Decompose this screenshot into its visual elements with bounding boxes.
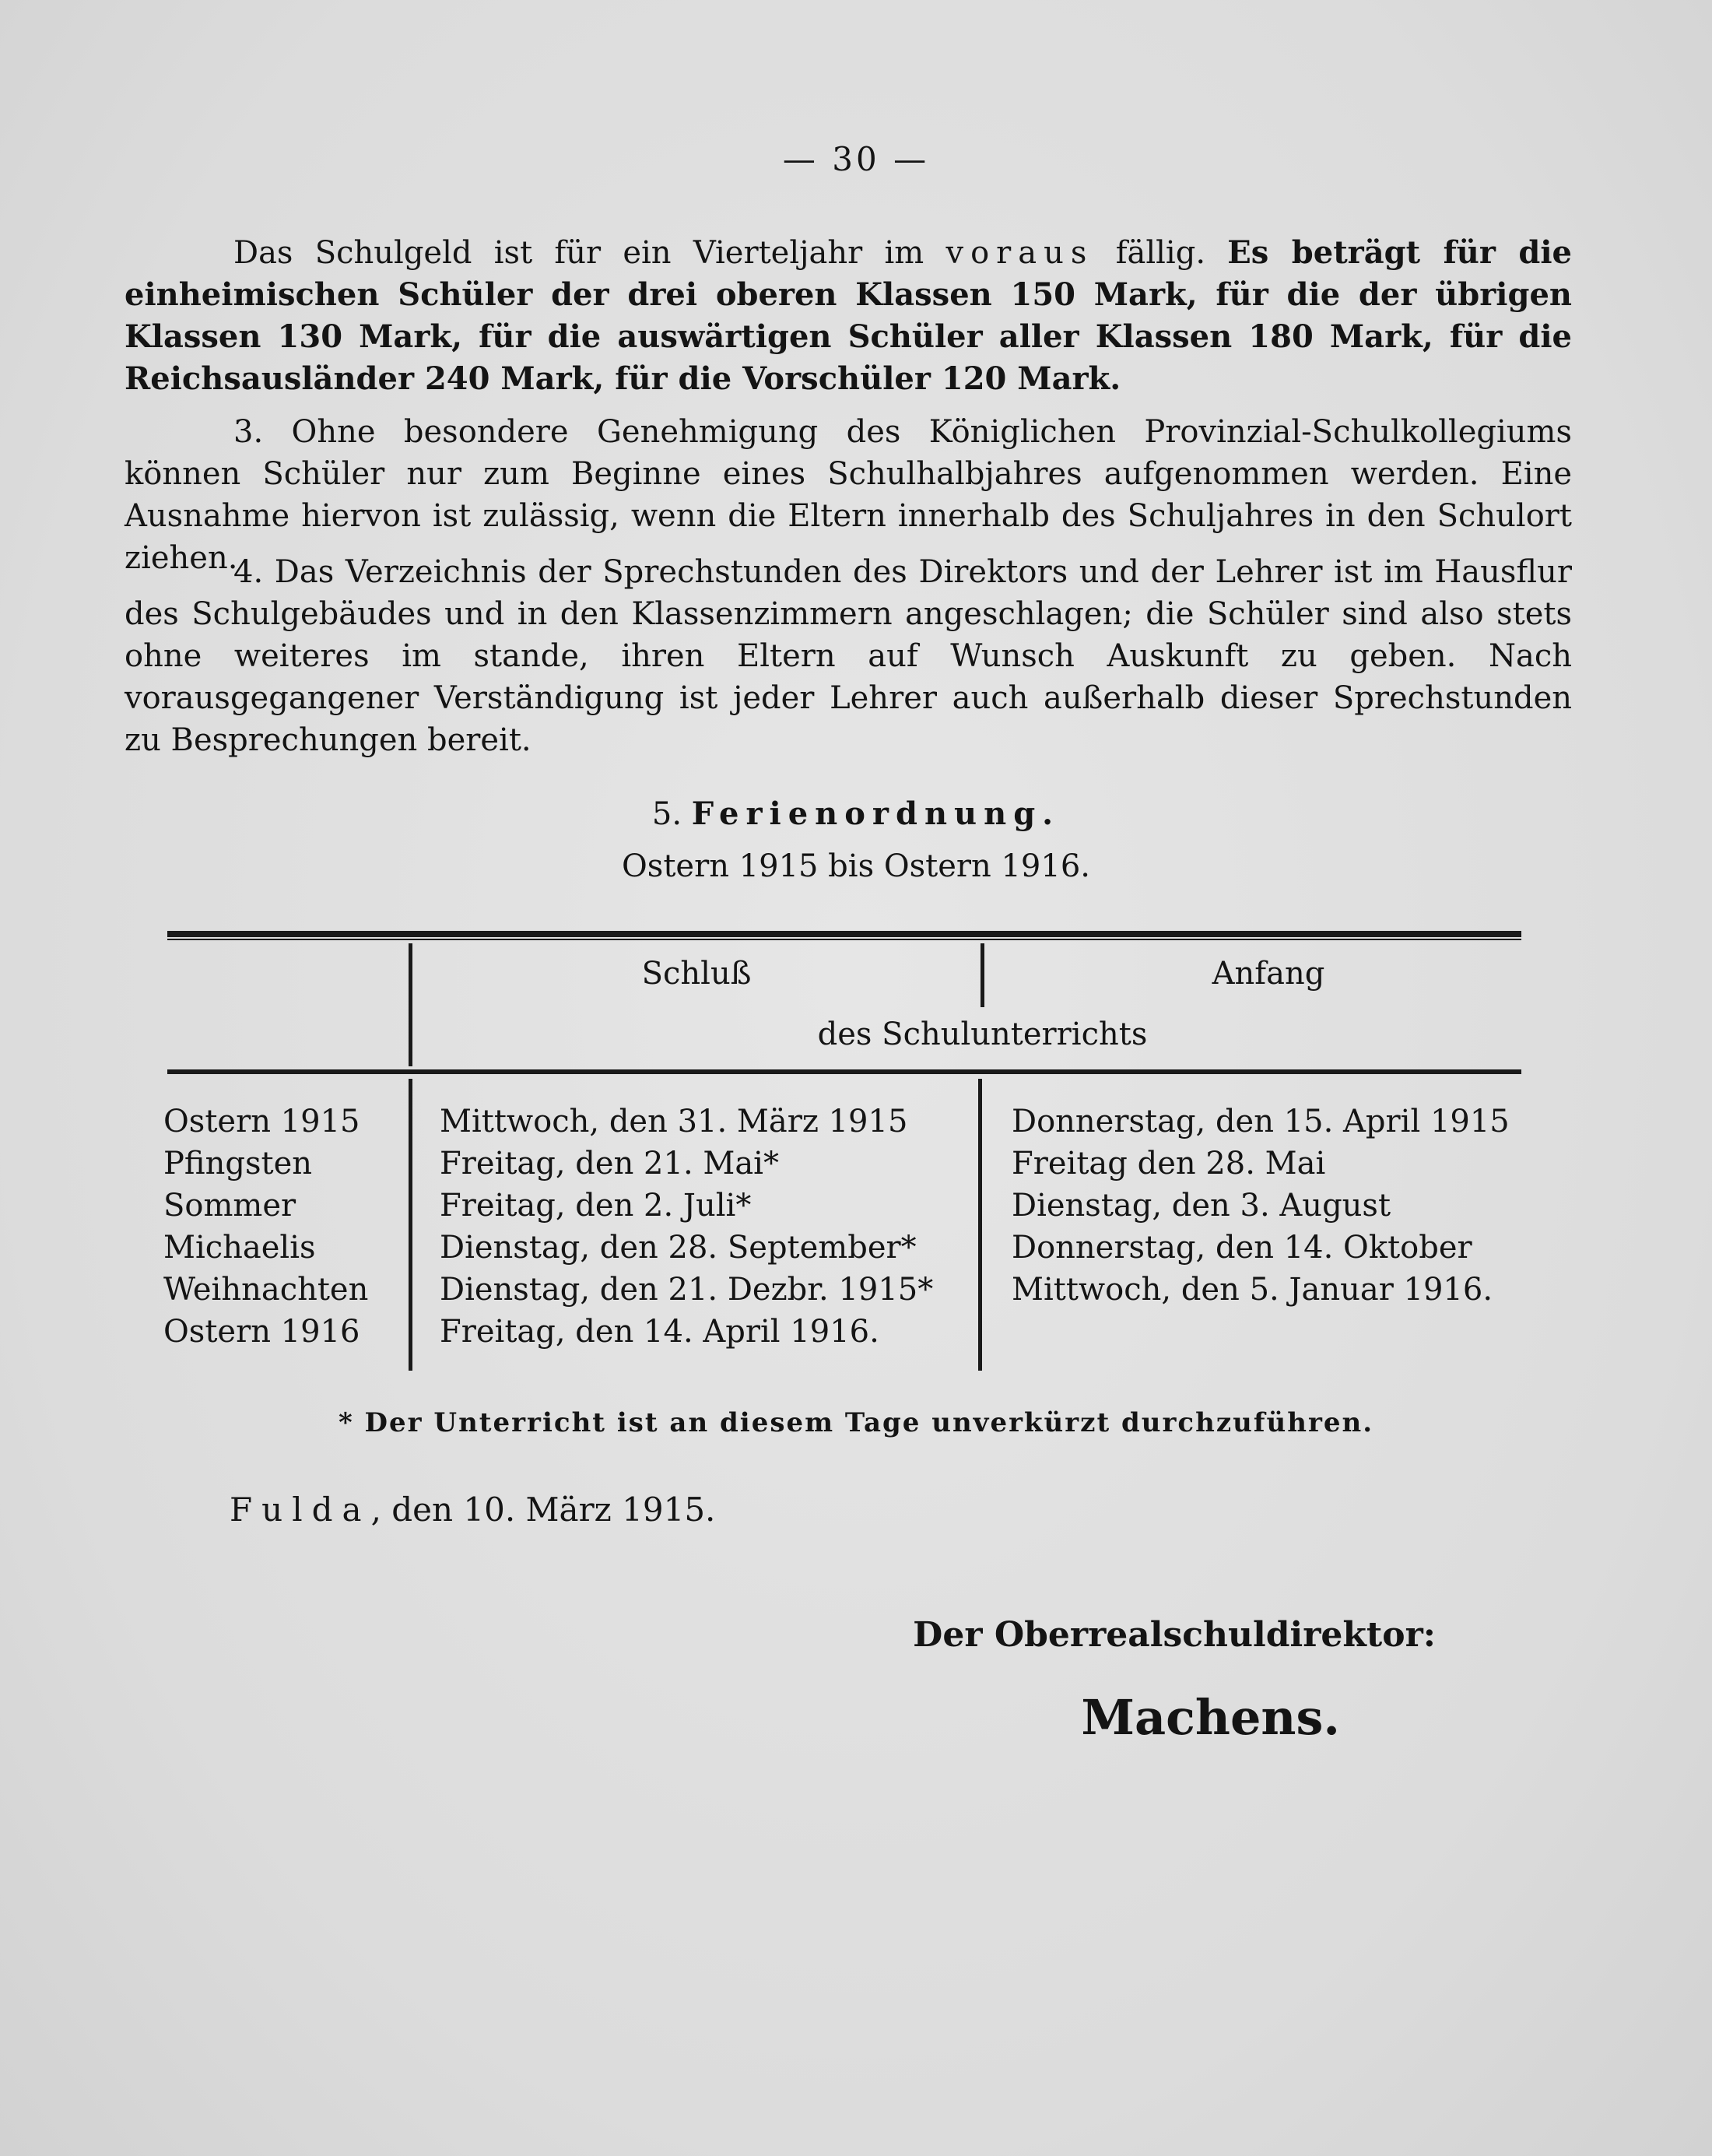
table-divider-mid — [978, 1079, 982, 1371]
table-cell-holiday: Sommer — [163, 1188, 296, 1224]
office-hours-text: 4. Das Verzeichnis der Sprechstunden des Direktors und der Lehrer ist im Hausflur des Schulgebäudes und in den Klassenzimmern angeschlagen; die Schüler sind also stets ohne weiteres im stande, ihren Eltern auf Wunsch Auskunft zu geben. Nach vorausgegangener Verständigung ist jeder Lehrer auch außerhalb dieser Sprechstunden zu Besprechungen bereit. — [125, 554, 1572, 758]
signer-name: Machens. — [1081, 1689, 1340, 1746]
fee-amounts-text: Es beträgt für die einheimischen Schüler der drei oberen Klassen 150 Mark, für die der übrigen Klassen 130 Mark, für die auswärtigen Schüler aller Klassen 180 Mark, für die Reichsausländer 240 Mark, für die Vorschüler 120 Mark. — [125, 234, 1573, 397]
fee-paragraph — [125, 232, 1572, 400]
table-cell-close: Freitag, den 2. Juli* — [440, 1188, 752, 1224]
page-number: — 30 — — [782, 140, 930, 178]
section-title: Ferienordnung. — [691, 795, 1061, 832]
start-column — [1012, 1101, 1510, 1311]
table-header-rule — [167, 1069, 1521, 1074]
holiday-column — [163, 1101, 368, 1353]
table-divider-left — [409, 1079, 412, 1371]
table-cell-holiday: Ostern 1915 — [163, 1104, 360, 1139]
place: Fulda — [230, 1491, 371, 1529]
table-cell-start: Dienstag, den 3. August — [1012, 1188, 1391, 1224]
table-cell-holiday: Michaelis — [163, 1230, 316, 1266]
section-subtitle: Ostern 1915 bis Ostern 1916. — [622, 848, 1090, 884]
admission-text: 3. Ohne besondere Genehmigung des Königlichen Provinzial-Schulkollegiums können Schüler nur zum Beginne eines Schulhalbjahres aufgenommen werden. Eine Ausnahme hiervon ist zulässig, wenn die Eltern innerhalb des Schuljahres in den Schulort ziehen. — [125, 414, 1572, 576]
table-top-rule — [167, 931, 1521, 937]
table-top-rule-thin — [167, 939, 1521, 940]
header-start: Anfang — [1212, 956, 1325, 992]
table-cell-close: Freitag, den 21. Mai* — [440, 1146, 779, 1182]
section-number: 5. — [651, 796, 682, 832]
office-hours-paragraph — [125, 551, 1572, 761]
table-cell-start: Donnerstag, den 14. Oktober — [1012, 1230, 1472, 1266]
table-cell-start: Freitag den 28. Mai — [1012, 1146, 1326, 1182]
date: , den 10. März 1915. — [370, 1491, 716, 1529]
table-cell-close: Freitag, den 14. April 1916. — [440, 1314, 879, 1350]
header-close: Schluß — [641, 956, 752, 992]
table-cell-start: Mittwoch, den 5. Januar 1916. — [1012, 1272, 1493, 1308]
fee-text-2: fällig. — [1093, 235, 1228, 271]
table-cell-holiday: Ostern 1916 — [163, 1314, 360, 1350]
table-cell-holiday: Pfingsten — [163, 1146, 312, 1182]
table-cell-holiday: Weihnachten — [163, 1272, 369, 1308]
fee-text-voraus: voraus — [945, 235, 1094, 271]
header-common: des Schulunterrichts — [817, 1017, 1148, 1052]
place-date — [230, 1491, 715, 1529]
fee-text-1: Das Schulgeld ist für ein Vierteljahr im — [233, 235, 946, 271]
section-heading — [0, 795, 1712, 832]
close-column — [440, 1101, 933, 1353]
table-cell-close: Mittwoch, den 31. März 1915 — [440, 1104, 908, 1139]
table-cell-close: Dienstag, den 21. Dezbr. 1915* — [440, 1272, 934, 1308]
footnote: * Der Unterricht ist an diesem Tage unverkürzt durchzuführen. — [338, 1407, 1374, 1438]
signer-title: Der Oberrealschuldirektor: — [913, 1615, 1436, 1655]
table-cell-start: Donnerstag, den 15. April 1915 — [1012, 1104, 1510, 1139]
table-cell-close: Dienstag, den 28. September* — [440, 1230, 917, 1266]
